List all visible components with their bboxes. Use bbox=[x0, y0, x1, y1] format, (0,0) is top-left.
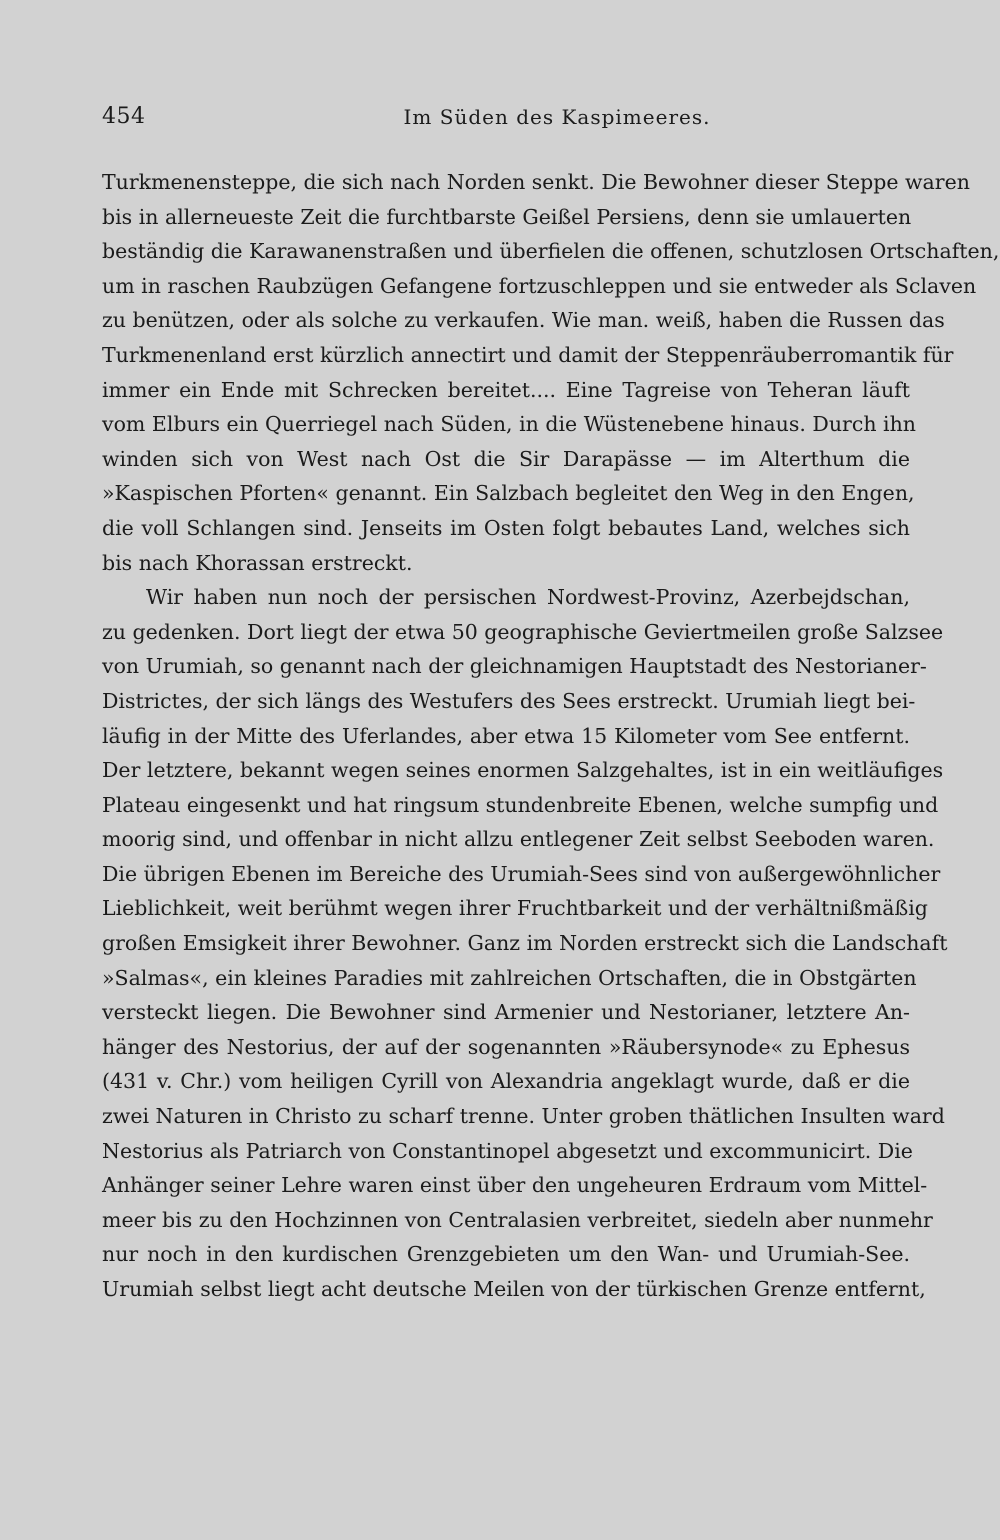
text-line: versteckt liegen. Die Bewohner sind Armenier und Nestorianer, letztere An- bbox=[102, 1000, 910, 1025]
text-line: Plateau eingesenkt und hat ringsum stundenbreite Ebenen, welche sumpfig und bbox=[102, 792, 939, 817]
paragraph-start-line: Wir haben nun noch der persischen Nordwest-Provinz, Azerbejdschan, bbox=[146, 585, 910, 610]
text-line: die voll Schlangen sind. Jenseits im Osten folgt bebautes Land, welches sich bbox=[102, 515, 910, 540]
text-line: großen Emsigkeit ihrer Bewohner. Ganz im Norden erstreckt sich die Landschaft bbox=[102, 931, 948, 956]
text-line: (431 v. Chr.) vom heiligen Cyrill von Alexandria angeklagt wurde, daß er die bbox=[102, 1069, 910, 1094]
page-number: 454 bbox=[102, 104, 146, 129]
text-line: beständig die Karawanenstraßen und überfielen die offenen, schutzlosen Ortschaften, bbox=[102, 239, 1000, 264]
text-line: Turkmenenland erst kürzlich annectirt und damit der Steppenräuberromantik für bbox=[102, 342, 954, 367]
text-line: bis in allerneueste Zeit die furchtbarste Geißel Persiens, denn sie umlauerten bbox=[102, 204, 912, 229]
text-line: Turkmenensteppe, die sich nach Norden senkt. Die Bewohner dieser Steppe waren bbox=[102, 170, 970, 194]
text-line: zu gedenken. Dort liegt der etwa 50 geographische Geviertmeilen große Salzsee bbox=[102, 619, 944, 644]
text-line: zwei Naturen in Christo zu scharf trenne. Unter groben thätlichen Insulten ward bbox=[102, 1104, 945, 1129]
text-line: immer ein Ende mit Schrecken bereitet.... Eine Tagreise von Teheran läuft bbox=[102, 377, 910, 402]
text-line: läufig in der Mitte des Uferlandes, aber etwa 15 Kilometer vom See entfernt. bbox=[102, 723, 910, 748]
running-title: Im Süden des Kaspimeeres. bbox=[403, 105, 711, 129]
text-line: winden sich von West nach Ost die Sir Darapässe — im Alterthum die bbox=[102, 446, 910, 471]
text-line: nur noch in den kurdischen Grenzgebieten um den Wan- und Urumiah-See. bbox=[102, 1242, 910, 1267]
text-line: um in raschen Raubzügen Gefangene fortzuschleppen und sie entweder als Sclaven bbox=[102, 273, 977, 298]
text-line: »Kaspischen Pforten« genannt. Ein Salzbach begleitet den Weg in den Engen, bbox=[102, 481, 915, 506]
text-line: Die übrigen Ebenen im Bereiche des Urumiah-Sees sind von außergewöhnlicher bbox=[102, 861, 941, 886]
text-line: Der letztere, bekannt wegen seines enormen Salzgehaltes, ist in ein weitläufiges bbox=[102, 758, 944, 783]
text-line: moorig sind, und offenbar in nicht allzu entlegener Zeit selbst Seeboden waren. bbox=[102, 827, 935, 852]
text-line: Anhänger seiner Lehre waren einst über den ungeheuren Erdraum vom Mittel- bbox=[102, 1173, 928, 1198]
text-line: hänger des Nestorius, der auf der sogenannten »Räubersynode« zu Ephesus bbox=[102, 1034, 910, 1059]
text-line: Districtes, der sich längs des Westufers des Sees erstreckt. Urumiah liegt bei- bbox=[102, 688, 916, 713]
text-line: zu benützen, oder als solche zu verkaufen. Wie man. weiß, haben die Russen das bbox=[102, 308, 945, 333]
body-text bbox=[102, 165, 1000, 1307]
text-line: von Urumiah, so genannt nach der gleichnamigen Hauptstadt des Nestorianer- bbox=[102, 654, 927, 679]
text-line: Nestorius als Patriarch von Constantinopel abgesetzt und excommunicirt. Die bbox=[102, 1138, 913, 1163]
text-line: »Salmas«, ein kleines Paradies mit zahlreichen Ortschaften, die in Obstgärten bbox=[102, 965, 917, 990]
page-header bbox=[102, 100, 902, 134]
text-line: Urumiah selbst liegt acht deutsche Meilen von der türkischen Grenze entfernt, bbox=[102, 1277, 926, 1301]
text-line: vom Elburs ein Querriegel nach Süden, in die Wüstenebene hinaus. Durch ihn bbox=[102, 412, 917, 437]
text-line: bis nach Khorassan erstreckt. bbox=[102, 550, 413, 575]
text-line: meer bis zu den Hochzinnen von Centralasien verbreitet, siedeln aber nunmehr bbox=[102, 1207, 933, 1232]
text-line: Lieblichkeit, weit berühmt wegen ihrer Fruchtbarkeit und der verhältnißmäßig bbox=[102, 896, 928, 921]
